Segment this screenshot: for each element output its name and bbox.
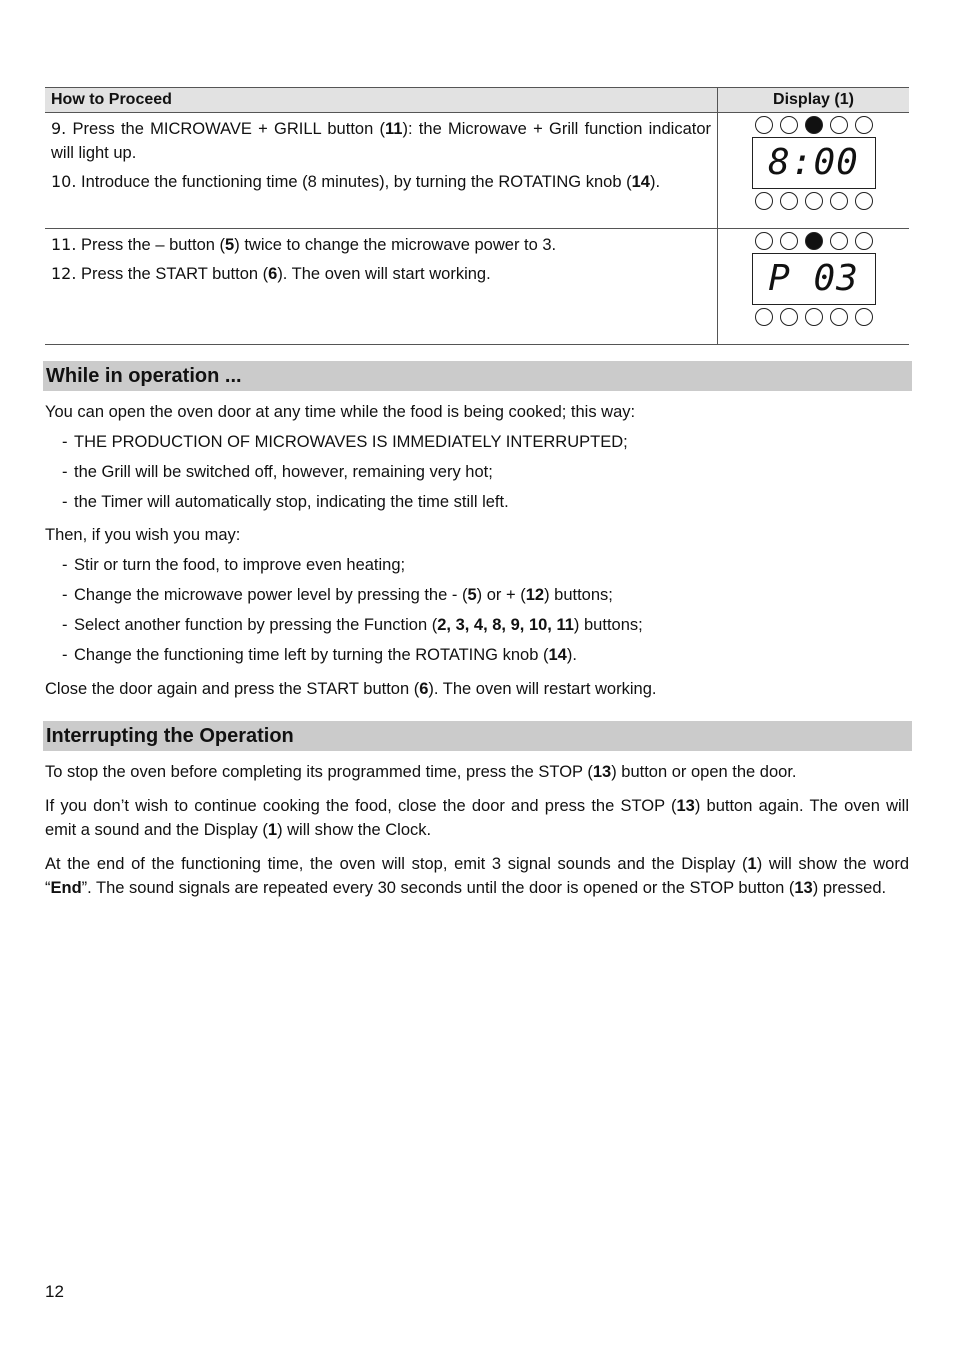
text-run: ) buttons; [544,586,613,604]
bullet-dash: - [62,646,68,664]
indicator-light-off [780,308,798,326]
step-item [51,262,711,286]
bold-ref: 1 [267,821,278,839]
section-heading-while-in-operation: While in operation ... [43,361,912,391]
indicator-light-off [830,232,848,250]
table-row [45,113,909,229]
list-item [62,553,902,577]
text-run: If you don’t wish to continue cooking the food, close the door and press the STOP ( [45,797,677,815]
oven-display [719,232,909,344]
bold-ref: 2, 3, 4, 8, 9, 10, 11 [437,616,574,634]
text-run: ) button again. The oven will emit a sound and the Display ( [45,797,909,839]
header-display: Display (1) [718,88,910,113]
text-run: the Grill will be switched off, however, remaining very hot; [74,463,493,481]
bold-ref: 13 [592,763,612,781]
lcd-readout: 8:00 [752,137,876,189]
text-run: ). The oven will restart working. [428,680,657,698]
oven-display [719,116,909,228]
text-run: ). [649,173,661,191]
then-text: Then, if you wish you may: [45,526,241,544]
bold-ref: 6 [419,680,429,698]
step-item [51,170,711,194]
section-heading-interrupting: Interrupting the Operation [43,721,912,751]
text-run: At the end of the functioning time, the oven will stop, emit 3 signal sounds and the Display ( [45,855,748,873]
bold-ref: 13 [676,797,695,815]
indicator-light-off [805,192,823,210]
indicator-light-off [830,308,848,326]
procedure-table [45,87,909,345]
bold-ref: 11 [385,120,403,138]
list-item [62,583,902,607]
table-row [45,229,909,345]
text-run: ). The oven will start working. [277,265,491,283]
text-run: Change the functioning time left by turning the ROTATING knob ( [74,646,549,664]
list-item [62,643,902,667]
bold-ref: 5 [225,236,235,254]
bold-ref: 1 [747,855,757,873]
indicator-light-off [830,192,848,210]
bold-ref: 5 [467,586,477,604]
indicator-light-off [755,192,773,210]
text-run: ). [566,646,577,664]
paragraph [45,794,909,842]
bold-ref: End [50,879,82,897]
steps-cell [45,229,718,345]
step-number: 12. [51,264,77,283]
bullet-dash: - [62,463,68,481]
indicator-light-off [755,232,773,250]
step-item [51,233,711,257]
indicator-light-off [780,116,798,134]
step-number: 11. [51,235,77,254]
step-number: 10. [51,172,77,191]
indicator-light-off [755,308,773,326]
text-run: Press the – button ( [76,236,226,254]
function-indicators [719,116,909,134]
indicator-light-on [805,116,823,134]
step-number: 9. [51,119,67,138]
bullet-dash: - [62,493,68,511]
list-item [62,490,902,514]
text-run: Select another function by pressing the Function ( [74,616,438,634]
steps-cell [45,113,718,229]
list-item [62,460,902,484]
text-run: ) twice to change the microwave power to 3. [234,236,557,254]
text-run: ) will show the Clock. [277,821,432,839]
indicator-light-off [855,192,873,210]
text-run: the Timer will automatically stop, indicating the time still left. [74,493,509,511]
display-cell [718,113,910,229]
list-item [62,430,902,454]
indicator-light-off [855,308,873,326]
text-run: Press the START button ( [76,265,269,283]
bullet-dash: - [62,586,68,604]
bullet-dash: - [62,616,68,634]
bold-ref: 13 [794,879,813,897]
indicator-light-on [805,232,823,250]
page-number: 12 [45,1282,64,1301]
indicator-light-off [755,116,773,134]
text-run: To stop the oven before completing its programmed time, press the STOP ( [45,763,593,781]
auto-indicators [719,308,909,326]
bold-ref: 14 [548,646,567,664]
indicator-light-off [805,308,823,326]
intro-text: You can open the oven door at any time while the food is being cooked; this way: [45,403,636,421]
text-run: ) will show the word “ [45,855,909,897]
bold-ref: 6 [268,265,278,283]
close-door-text [45,677,909,701]
text-run: THE PRODUCTION OF MICROWAVES IS IMMEDIATELY INTERRUPTED; [74,433,628,451]
indicator-light-off [855,232,873,250]
text-run: ): the Microwave + Grill function indicator will light up. [51,120,711,162]
indicator-light-off [780,232,798,250]
text-run: ) button or open the door. [611,763,797,781]
bold-ref: 14 [631,173,650,191]
function-indicators [719,232,909,250]
text-run: ) pressed. [812,879,887,897]
list-item [62,613,902,637]
text-run: Press the MICROWAVE + GRILL button ( [66,120,386,138]
bullet-dash: - [62,433,68,451]
indicator-light-off [830,116,848,134]
text-run: Close the door again and press the START button ( [45,680,420,698]
text-run: ) buttons; [573,616,643,634]
text-run: Introduce the functioning time (8 minutes), by turning the ROTATING knob ( [76,173,632,191]
step-item [51,117,711,165]
text-run: Stir or turn the food, to improve even heating; [74,556,406,574]
text-run: ) or + ( [476,586,526,604]
bullet-dash: - [62,556,68,574]
text-run: ”. The sound signals are repeated every 30 seconds until the door is opened or the STOP button ( [81,879,795,897]
text-run: Change the microwave power level by pressing the - ( [74,586,468,604]
lcd-readout: P 03 [752,253,876,305]
indicator-light-off [780,192,798,210]
paragraph [45,760,909,784]
bold-ref: 12 [525,586,545,604]
display-cell [718,229,910,345]
header-how-to-proceed: How to Proceed [45,88,718,113]
paragraph [45,852,909,900]
auto-indicators [719,192,909,210]
indicator-light-off [855,116,873,134]
